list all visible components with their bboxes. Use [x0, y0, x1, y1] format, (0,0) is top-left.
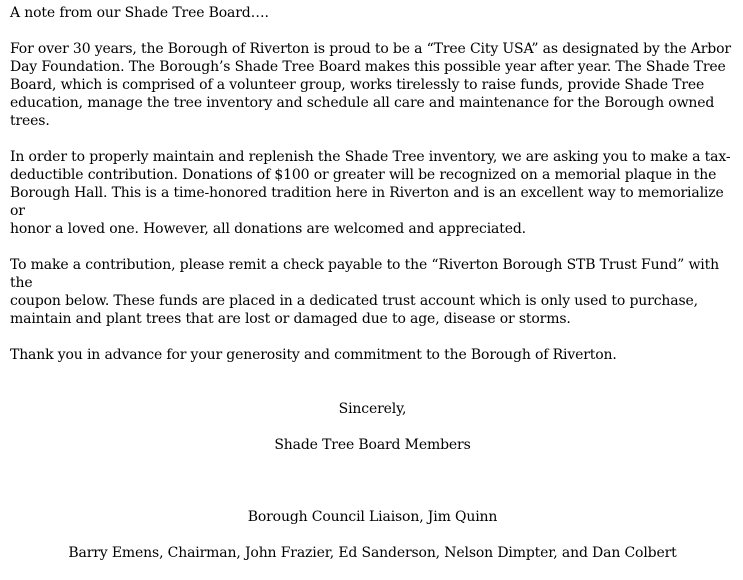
- letter: [10, 4, 735, 580]
- paragraph-tree-city: For over 30 years, the Borough of Riverton is proud to be a “Tree City USA” as designated by the Arbor Day Foundation. The Borough’s Shade Tree Board makes this possible year after year. The Shade Tree Board, which is comprised of a volunteer group, works tirelessly to raise funds, provide Shade Tree education, manage the tree inventory and schedule all care and maintenance for the Borough owned trees.: [10, 41, 731, 129]
- spacer: [10, 472, 735, 490]
- council-liaison: Borough Council Liaison, Jim Quinn: [247, 509, 498, 525]
- spacer: [10, 364, 735, 382]
- paragraph-contribution-instructions: To make a contribution, please remit a check payable to the “Riverton Borough STB Trust Fund” with the coupon below. These funds are placed in a dedicated trust account which is only used to purchase, maintain and plant trees that are lost or damaged due to age, disease or storms.: [10, 257, 719, 327]
- closing-block: [10, 382, 735, 580]
- spacer: [10, 328, 735, 346]
- spacer: [10, 238, 735, 256]
- paragraph-thank-you: Thank you in advance for your generosity and commitment to the Borough of Riverton.: [10, 347, 617, 363]
- letter-heading: A note from our Shade Tree Board….: [10, 5, 269, 21]
- paragraph-donation-request: In order to properly maintain and replenish the Shade Tree inventory, we are asking you to make a tax- deductible contribution. Donations of $100 or greater will be recognized on a memorial plaque in the Borough Hall. This is a time-honored tradition here in Riverton and is an excellent way to memorialize or honor a loved one. However, all donations are welcomed and appreciated.: [10, 149, 731, 237]
- spacer: [10, 22, 735, 40]
- spacer: [10, 130, 735, 148]
- board-members-list: Barry Emens, Chairman, John Frazier, Ed Sanderson, Nelson Dimpter, and Dan Colbert: [68, 545, 677, 561]
- closing-salutation: Sincerely,: [338, 401, 407, 417]
- closing-signer: Shade Tree Board Members: [274, 437, 471, 453]
